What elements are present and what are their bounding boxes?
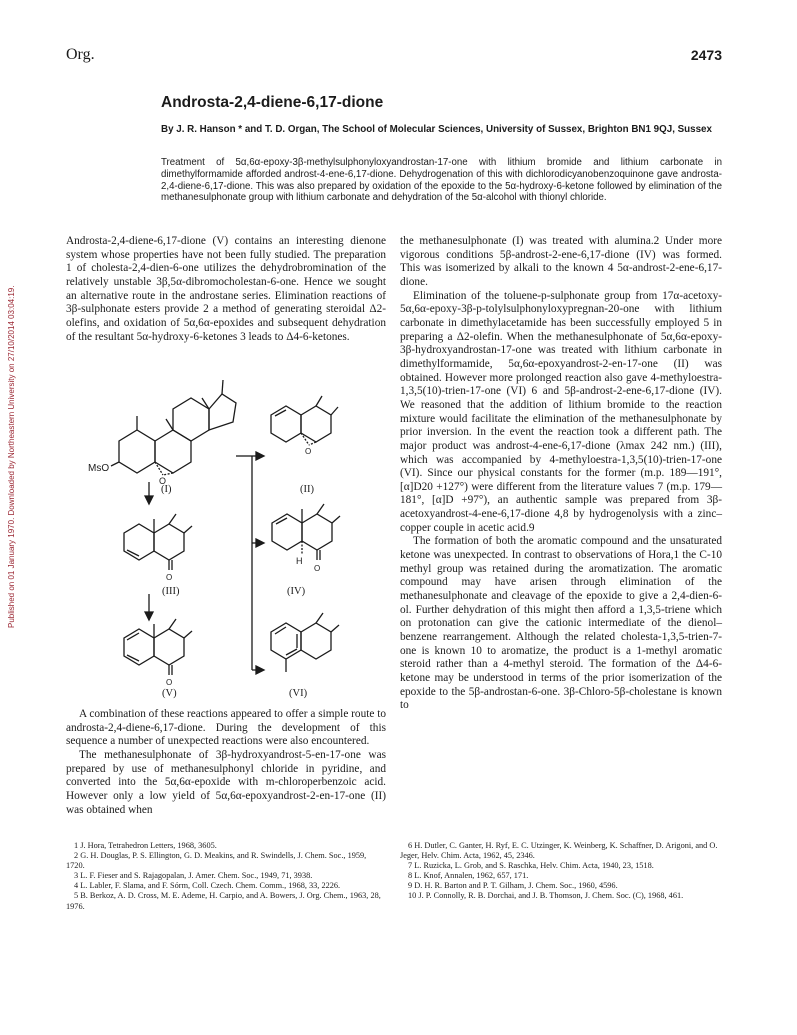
footnote: 5 B. Berkoz, A. D. Cross, M. E. Ademe, H. Carpio, and A. Bowers, J. Org. Chem., 1963, 28, 1976. bbox=[66, 891, 381, 911]
footnote: 2 G. H. Douglas, P. S. Ellington, G. D. Meakins, and R. Swindells, J. Chem. Soc., 1959, 1720. bbox=[66, 851, 367, 871]
label-compound-i: (I) bbox=[161, 484, 172, 495]
compound-ii-structure bbox=[271, 396, 338, 445]
methanesulphonate-paragraph: The methanesulphonate of 3β-hydroxyandrost-5-en-17-one was prepared by use of methanesulphonyl chloride in pyridine, and converted into the 5α,6α-epoxide with m-chloroperbenzoic acid. However only a low yield of 5α,6α-epoxyandrost-2-en-17-one (II) was obtained when bbox=[66, 748, 386, 816]
footnote: 10 J. P. Connolly, R. B. Dorchai, and J. B. Thomson, J. Chem. Soc. (C), 1968, 461. bbox=[408, 891, 684, 901]
page-number: 2473 bbox=[690, 47, 722, 63]
label-compound-vi: (VI) bbox=[289, 688, 308, 699]
left-column-bottom bbox=[66, 708, 386, 817]
footnote: 3 L. F. Fieser and S. Rajagopalan, J. Amer. Chem. Soc., 1949, 71, 3938. bbox=[74, 871, 313, 881]
footnote: 9 D. H. R. Barton and P. T. Gilham, J. Chem. Soc., 1960, 4596. bbox=[408, 881, 618, 891]
right-column bbox=[400, 235, 722, 713]
epoxide-oxygen: O bbox=[159, 476, 167, 486]
compound-iii-structure bbox=[124, 514, 192, 570]
aromatization-paragraph: The formation of both the aromatic compound and the unsaturated ketone was unexpected. In contrast to observations of Hora,1 the C-10 methyl group was retained during the aromatization. The aromatic compound may have arisen through elimination of the methanesulphonate and cleavage of the epoxide to give a 2,4-dien-6-ol. Further dehydration of this might then afford a 1,3,5-triene which on protonation can give the cationic intermediate of the dienol–benzene rearrangement. Although the related cholesta-1,3,5-trien-7-one is known 10 to aromatize, the product is a 1-methyl aromatic steroid rather than a 4-methyl steroid. The formation of the Δ4-6-ketone may be understood in terms of the prior isomerization of the epoxide to the 5β-androstan-6-one. 3β-Chloro-5β-cholestane is known to bbox=[400, 535, 722, 712]
footnote: 8 L. Knof, Annalen, 1962, 657, 171. bbox=[408, 871, 529, 881]
journal-name: Org. bbox=[66, 46, 95, 63]
label-compound-v: (V) bbox=[162, 688, 177, 699]
compound-v-structure bbox=[124, 619, 192, 675]
label-compound-iv: (IV) bbox=[287, 586, 306, 597]
left-column-top bbox=[66, 235, 386, 344]
ketone-oxygen-iv: O bbox=[314, 564, 321, 573]
footnotes-left bbox=[66, 841, 386, 912]
compound-vi-structure bbox=[271, 613, 339, 672]
alumina-paragraph: the methanesulphonate (I) was treated with alumina.2 Under more vigorous conditions 5β-androst-2-ene-6,17-dione (IV) was formed. This was isomerized by alkali to the known 4 5α-androst-2-ene-6,17-dione. bbox=[400, 235, 722, 288]
article-title: Androsta-2,4-diene-6,17-dione bbox=[161, 94, 384, 111]
compound-i-structure bbox=[111, 380, 236, 475]
footnote: 4 L. Labler, F. Slama, and F. Sórm, Coll. Czech. Chem. Comm., 1968, 33, 2226. bbox=[74, 881, 341, 891]
epoxide-oxygen-ii: O bbox=[305, 447, 312, 456]
running-header bbox=[66, 46, 722, 68]
intro-paragraph: Androsta-2,4-diene-6,17-dione (V) contains an interesting dienone system whose properties have not been fully studied. The preparation 1 of cholesta-2,4-dien-6-one utilizes the dehydrobromination of the relatively unstable 3β,5α-dibromocholestan-6-one. Hence we sought an alternative route in the androstane series. Elimination reactions of 3β-sulphonate esters provide 2 a method of generating steroidal Δ2-olefins, and oxidation of 5α,6α-epoxides and subsequent dehydration of the resultant 5α-hydroxy-6-ketones 3 leads to Δ4-6-ketones. bbox=[66, 235, 386, 343]
combination-paragraph: A combination of these reactions appeared to offer a simple route to androsta-2,4-diene-6,17-dione. During the development of this sequence a number of unexpected reactions were also encountered. bbox=[66, 708, 386, 748]
reaction-scheme bbox=[66, 372, 396, 702]
elimination-paragraph: Elimination of the toluene-p-sulphonate group from 17α-acetoxy-5α,6α-epoxy-3β-p-tolylsulphonyloxypregnan-20-one with lithium carbonate in dimethylacetamide has been successfully employed 5 in preparing a Δ2-olefin. When the methanesulphonate of 5α,6α-epoxy-3β-hydroxyandrostan-17-one was treated with lithium carbonate in dimethylformamide, 5α,6α-epoxyandrost-2-en-17-one (II) was obtained. However more prolonged reaction also gave 4-methyloestra-1,3,5(10)-trien-17-one (VI) 6 and 5β-androst-2-ene-6,17-dione (IV). We reasoned that the addition of lithium bromide to the reaction mixture would facilitate the elimination of the methanesulphonate by prior inversion. In the event the reaction took a different path. The major product was androst-4-ene-6,17-dione (λmax 242 nm.) (III), which was accompanied by 4-methyloestra-1,3,5(10)-trien-17-one (VI). Since our physical constants for the former (m.p. 189—191°, [α]D20 +127°) were different from the literature values 7 (m.p. 179—181°, [α]D +97°), an authentic sample was prepared from 3β-acetoxyandrost-4-ene-6,17-dione 4,8 by hydrogenolysis with a zinc–copper couple in acetic acid.9 bbox=[400, 289, 722, 534]
ketone-oxygen-iii: O bbox=[166, 573, 173, 582]
footnote: 1 J. Hora, Tetrahedron Letters, 1968, 3605. bbox=[74, 841, 217, 850]
author-line: By J. R. Hanson * and T. D. Organ, The School of Molecular Sciences, University of Sussex, Brighton BN1 9QJ, Sussex bbox=[161, 124, 712, 135]
footnote: 7 L. Ruzicka, L. Grob, and S. Raschka, Helv. Chim. Acta, 1940, 23, 1518. bbox=[408, 861, 654, 871]
abstract: Treatment of 5α,6α-epoxy-3β-methylsulphonyloxyandrostan-17-one with lithium bromide and lithium carbonate in dimethylformamide afforded androst-4-ene-6,17-dione. Dehydrogenation of this with dichlorodicyanobenzoquinone gave androsta-2,4-diene-6,17-dione. This was also prepared by oxidation of the epoxide to the 5α-hydroxy-6-ketone followed by elimination of the methanesulphonate group with lithium carbonate and dehydration of the 5α-alcohol with thionyl chloride. bbox=[161, 157, 722, 204]
label-compound-iii: (III) bbox=[162, 586, 180, 597]
label-compound-ii: (II) bbox=[300, 484, 314, 495]
compound-iv-structure bbox=[272, 504, 340, 560]
download-watermark: Published on 01 January 1970. Downloaded by Northeastern University on 27/10/2014 03:04:19. bbox=[7, 285, 16, 628]
ketone-oxygen-v: O bbox=[166, 678, 173, 687]
hydrogen-label: H bbox=[296, 556, 303, 566]
footnote: 6 H. Dutler, C. Ganter, H. Ryf, E. C. Utzinger, K. Weinberg, K. Schaffner, D. Arigoni, and O. Jeger, Helv. Chim. Acta, 1962, 45, 2346. bbox=[400, 841, 718, 861]
footnotes-right bbox=[400, 841, 722, 902]
substituent-label: MsO bbox=[88, 463, 110, 474]
